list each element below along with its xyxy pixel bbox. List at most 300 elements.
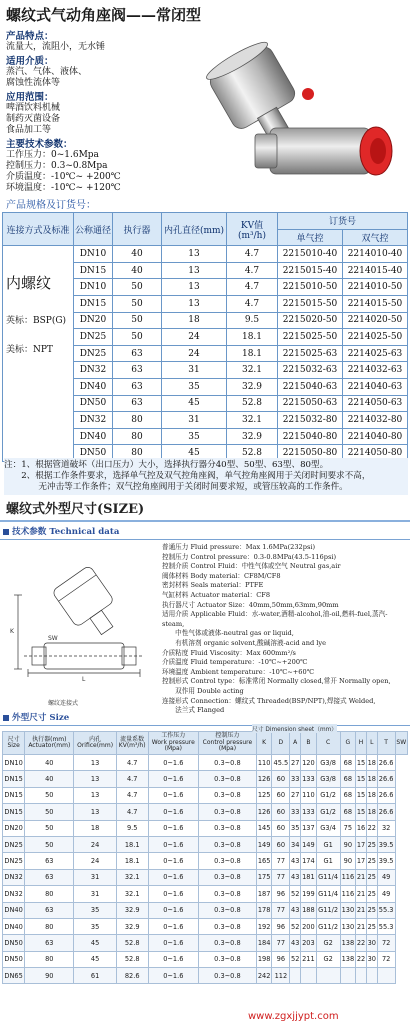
table-cell: 2215015-50 [278,295,343,312]
table-cell: 45 [162,445,227,462]
table-cell: 2215040-63 [278,378,343,395]
table-cell: 17 [356,853,367,869]
table-cell: 32.9 [116,918,148,934]
table-cell: 4.7 [227,262,278,279]
table-cell: 9.5 [227,312,278,329]
spec-line: 普通压力 Fluid pressure：Max 1.6MPa(232psi) [162,543,316,551]
features-line: 流量大，流阻小，无水锤 [6,42,106,52]
table-cell: 35 [74,902,116,918]
table-row [3,951,408,967]
tech-param-line: 环境温度：-10℃~ +120℃ [6,183,121,193]
col-order-no: 订货号 [278,213,408,230]
table-cell: 50 [25,804,74,820]
table-cell: 21 [356,886,367,902]
table-cell: 21 [356,869,367,885]
table-cell: 31 [162,412,227,429]
table-cell: G1 [316,836,340,852]
table-cell: 40 [113,262,162,279]
column-header: K [256,732,272,755]
table-cell: 63 [25,902,74,918]
table-cell: 17 [356,836,367,852]
table-cell: 0.3~0.8 [199,869,257,885]
table-cell: 63 [113,362,162,379]
table-cell: 4.7 [116,755,148,771]
table-cell: 63 [113,395,162,412]
table-cell: 35 [162,428,227,445]
table-cell: 2215025-63 [278,345,343,362]
table-cell: 188 [301,902,317,918]
table-cell: 22 [366,820,377,836]
size-label: 外型尺寸 Size [12,713,70,723]
col-dn: 公称通径 [74,213,113,246]
table-cell: G3/8 [316,755,340,771]
note-line: 注：1、根据管道破坏（出口压力）大小，选择执行器分40型、50型、63型、80型。 [4,460,329,470]
table-cell: 33 [290,804,301,820]
table-cell: 31 [74,869,116,885]
column-header: 工作压力 Work pressure (Mpa) [148,732,198,755]
table-cell: 0~1.6 [148,968,198,984]
table-cell: 2214015-50 [343,295,408,312]
table-cell: 184 [256,935,272,951]
table-cell: 0~1.6 [148,820,198,836]
table-row [3,804,408,820]
table-cell: 18.1 [116,836,148,852]
table-cell: 126 [256,771,272,787]
table-cell: 39.5 [377,836,395,852]
table-row [3,246,408,263]
intro-block [6,28,201,194]
table-cell: 15 [356,771,367,787]
media-line: 腐蚀性流体等 [6,78,61,88]
table-cell: 13 [162,262,227,279]
table-cell: 126 [256,804,272,820]
table-cell: 4.7 [227,295,278,312]
table-cell: 31 [74,886,116,902]
table-cell: 2214025-50 [343,329,408,346]
dim-label-l: L [82,676,86,683]
table-cell: 75 [340,820,356,836]
table-cell: 26.6 [377,787,395,803]
table-cell: 149 [256,836,272,852]
table-cell: 68 [340,804,356,820]
table-cell: 25 [366,836,377,852]
table-cell: 18 [366,755,377,771]
table-cell: 60 [272,771,290,787]
table-cell: 60 [272,820,290,836]
table-cell: 43 [290,869,301,885]
table-cell: 9.5 [116,820,148,836]
table-cell: 24 [162,345,227,362]
diagram-caption: 螺纹连接式 [48,700,79,707]
column-header: G [340,732,356,755]
spec-line: 有机溶剂 organic solvent,酸碱溶液-acid and lye [162,638,327,647]
table-cell: 2214010-40 [343,246,408,263]
table-cell: 0.3~0.8 [199,951,257,967]
table-cell: 18.1 [227,345,278,362]
table-cell: 2214015-40 [343,262,408,279]
dim-label-sw: SW [48,635,58,642]
table-cell: 26.6 [377,755,395,771]
table-cell: 133 [301,771,317,787]
table-cell: 50 [25,787,74,803]
order-spec-table [2,212,408,462]
dimension-table [2,731,408,984]
table-cell: 60 [272,787,290,803]
table-cell: DN40 [3,902,25,918]
spec-line: 气缸材料 Actuator material：CF8 [162,590,271,599]
table-cell: 45 [74,935,116,951]
table-cell: 0~1.6 [148,771,198,787]
col-bore: 内孔直径(mm) [162,213,227,246]
table-cell: 45 [74,951,116,967]
table-cell: 0.3~0.8 [199,755,257,771]
table-cell: 0.3~0.8 [199,836,257,852]
table-cell: 35 [290,820,301,836]
table-cell: DN10 [74,279,113,296]
table-cell: G3/8 [316,771,340,787]
table-cell [366,968,377,984]
table-cell: DN32 [74,362,113,379]
table-cell: 4.7 [116,804,148,820]
table-cell: 2214050-63 [343,395,408,412]
divider [0,520,410,522]
column-header: D [272,732,290,755]
table-cell: 0.3~0.8 [199,935,257,951]
table-cell: 80 [113,412,162,429]
table-cell: 40 [25,755,74,771]
table-cell: 52.8 [116,951,148,967]
column-header: C [316,732,340,755]
table-cell: 31 [162,362,227,379]
spec-list [162,543,408,716]
table-cell: 30 [366,951,377,967]
spec-line: 密封材料 Seals material：PTFE [162,581,264,590]
table-cell: 110 [301,787,317,803]
table-row [3,935,408,951]
table-cell: 0.3~0.8 [199,787,257,803]
column-header: T [377,732,395,755]
connection-main: 内螺纹 [6,274,52,293]
tech-data-label: 技术参数 Technical data [12,527,120,537]
table-cell: 90 [340,853,356,869]
square-bullet-icon [3,715,9,721]
table-cell: 90 [25,968,74,984]
table-cell: 0.3~0.8 [199,804,257,820]
connection-cell [3,246,74,462]
table-cell: 49 [377,886,395,902]
table-cell: 24 [162,329,227,346]
table-cell: 52.8 [116,935,148,951]
table-cell: 21 [356,918,367,934]
outer-size-title: 螺纹式外型尺寸(SIZE) [6,502,145,517]
table-cell: 68 [340,771,356,787]
table-cell: 32.1 [116,886,148,902]
table-cell: 52.8 [227,395,278,412]
table-cell: 80 [25,918,74,934]
table-cell: G11/4 [316,869,340,885]
spec-line: 法兰式 Flanged [162,706,225,715]
table-cell: 2214032-63 [343,362,408,379]
table-cell: 45 [162,395,227,412]
table-cell: 0.3~0.8 [199,902,257,918]
table-cell: 2214040-80 [343,428,408,445]
table-cell: 242 [256,968,272,984]
table-cell: 82.6 [116,968,148,984]
table-row [3,968,408,984]
table-row [3,771,408,787]
table-cell: 2215020-50 [278,312,343,329]
table-cell: 77 [272,853,290,869]
table-cell: 63 [25,869,74,885]
table-cell: 32.9 [227,428,278,445]
table-cell: G1 [316,853,340,869]
table-cell: 0~1.6 [148,886,198,902]
table-cell: G1/2 [316,787,340,803]
table-row [3,820,408,836]
table-cell: 22 [356,951,367,967]
table-cell: 18 [366,804,377,820]
table-cell: 22 [356,935,367,951]
table-cell: 40 [25,771,74,787]
table-cell: 25 [366,918,377,934]
table-cell: G2 [316,951,340,967]
table-cell: 192 [256,918,272,934]
table-row [3,918,408,934]
applications-line: 啤酒饮料机械 [6,103,61,113]
table-cell: DN25 [74,345,113,362]
table-cell: 52.8 [227,445,278,462]
media-label: 适用介质： [6,56,54,67]
table-cell: 175 [256,869,272,885]
table-cell: 0~1.6 [148,951,198,967]
table-cell: 130 [340,918,356,934]
table-cell: 34 [290,836,301,852]
table-row [3,886,408,902]
table-cell: DN15 [3,771,25,787]
table-cell [316,968,340,984]
table-cell: 13 [74,755,116,771]
table-cell: G3/4 [316,820,340,836]
table-cell: 165 [256,853,272,869]
spec-line: 适用介质 Applicable Fluid：水-water,酒精-alcohol,油-oil,燃料-fuel,蒸汽-steam, [162,610,388,628]
table-cell: 50 [113,312,162,329]
table-cell: 0.3~0.8 [199,820,257,836]
connection-npt: 美标：NPT [6,345,53,356]
table-cell: DN20 [3,820,25,836]
table-cell: 116 [340,886,356,902]
table-cell: 96 [272,951,290,967]
table-cell: 50 [25,836,74,852]
media-line: 蒸汽、气体、液体、 [6,67,88,77]
table-cell: 52 [290,886,301,902]
table-cell: 198 [256,951,272,967]
table-cell: 43 [290,935,301,951]
table-cell: DN40 [74,378,113,395]
table-cell: DN15 [3,787,25,803]
col-kv: KV值(m³/h) [227,213,278,246]
table-cell: 13 [74,771,116,787]
col-connection: 连接方式及标准 [3,213,74,246]
table-cell: 77 [272,869,290,885]
square-bullet-icon [3,529,9,535]
table-cell: 32.9 [116,902,148,918]
spec-line: 控制形式 Control type：标准常闭 Normally closed,常开 Normally open, [162,677,391,686]
table-cell: 25 [366,853,377,869]
size-bar [0,712,410,726]
table-cell [290,968,301,984]
table-cell: 25 [366,886,377,902]
table-cell: 137 [301,820,317,836]
table-cell [377,968,395,984]
table-cell: 0~1.6 [148,935,198,951]
table-cell: 174 [301,853,317,869]
table-cell: 80 [113,445,162,462]
table-cell: 50 [113,295,162,312]
table-cell: 18.1 [116,853,148,869]
table-cell: 0~1.6 [148,853,198,869]
table-cell: 15 [356,755,367,771]
table-cell: 13 [162,295,227,312]
table-cell: 68 [340,755,356,771]
table-cell: 199 [301,886,317,902]
table-cell: 2215032-80 [278,412,343,429]
spec-line: 控制介质 Control Fluid：中性气体或空气 Neutral gas,air [162,562,341,571]
spec-line: 控制压力 Control pressure：0.3-0.8MPa(43.5-116psi) [162,552,337,561]
table-cell: 178 [256,902,272,918]
table-cell: 26.6 [377,771,395,787]
table-cell: DN15 [74,262,113,279]
table-cell: 211 [301,951,317,967]
table-cell: 13 [162,246,227,263]
column-header: H [356,732,367,755]
table-header-row [3,732,408,755]
dimension-diagram [8,565,158,695]
table-cell: 60 [272,804,290,820]
table-cell: 0.3~0.8 [199,771,257,787]
table-cell: 125 [256,787,272,803]
table-cell: 120 [301,755,317,771]
table-cell: 138 [340,935,356,951]
spec-line: 介质粘度 Fluid Viscosity：Max 600mm²/s [162,648,296,657]
table-cell: 116 [340,869,356,885]
table-cell: 0.3~0.8 [199,853,257,869]
table-cell: 43 [290,853,301,869]
table-cell: 77 [272,902,290,918]
table-cell: 40 [113,246,162,263]
table-cell: 72 [377,935,395,951]
table-cell: 2215010-50 [278,279,343,296]
table-row [3,755,408,771]
column-header: 执行器(mm) Actuator(mm) [25,732,74,755]
table-cell: 2215032-63 [278,362,343,379]
table-cell: 96 [272,886,290,902]
table-cell: 32.1 [227,412,278,429]
table-cell: 2215010-40 [278,246,343,263]
table-cell: 18 [366,787,377,803]
table-cell: 32 [377,820,395,836]
table-cell: 2214050-80 [343,445,408,462]
table-cell: 2215040-80 [278,428,343,445]
table-cell: 2214025-63 [343,345,408,362]
table-row [3,787,408,803]
table-cell: 4.7 [227,246,278,263]
table-cell [340,968,356,984]
table-cell: 15 [356,804,367,820]
table-row [3,902,408,918]
table-cell: 27 [290,787,301,803]
spec-line: 执行器尺寸 Actuator Size：40mm,50mm,63mm,90mm [162,600,339,609]
table-cell: 50 [113,329,162,346]
applications-label: 应用范围： [6,92,54,103]
table-cell: 0.3~0.8 [199,886,257,902]
table-cell: 96 [272,918,290,934]
table-cell: 112 [272,968,290,984]
tech-param-line: 控制压力：0.3~0.8Mpa [6,161,108,171]
table-cell: DN20 [74,312,113,329]
table-cell: 0~1.6 [148,902,198,918]
tech-param-line: 介质温度：-10℃~ +200℃ [6,172,121,182]
table-cell: 50 [25,820,74,836]
table-cell: 63 [113,345,162,362]
table-cell: DN25 [3,853,25,869]
features-label: 产品特点： [6,31,54,42]
table-cell: 25 [366,869,377,885]
table-cell: 50 [113,279,162,296]
column-header: 控制压力 Control pressure (Mpa) [199,732,257,755]
table-cell: 18 [366,771,377,787]
table-cell: 80 [113,428,162,445]
table-cell: DN32 [74,412,113,429]
table-cell: 0.3~0.8 [199,918,257,934]
table-cell: 90 [340,836,356,852]
table-cell: 145 [256,820,272,836]
table-cell: 45.5 [272,755,290,771]
table-cell: DN25 [3,836,25,852]
column-header: B [301,732,317,755]
table-row [3,836,408,852]
table-cell: 52 [290,918,301,934]
table-cell: 30 [366,935,377,951]
table-cell: 133 [301,804,317,820]
table-cell: 4.7 [116,787,148,803]
table-cell: 2214032-80 [343,412,408,429]
table-cell: 49 [377,869,395,885]
table-cell: 13 [74,804,116,820]
col-double: 双气控 [343,229,408,246]
table-cell: DN50 [3,935,25,951]
spec-line: 环境温度 Ambient temperature：-10℃~+60℃ [162,667,315,676]
table-cell: 2215025-50 [278,329,343,346]
tech-param-line: 工作压力：0~1.6Mpa [6,150,99,160]
column-header: SW [395,732,407,755]
spec-line: 双作用 Double acting [162,686,244,695]
table-cell: 68 [340,787,356,803]
table-cell: 0~1.6 [148,755,198,771]
table-cell: DN15 [74,295,113,312]
table-cell: 15 [356,787,367,803]
note-line: 2、根据工作条件要求，选择单气控及双气控角座阀，单气控角座阀用于关闭时间要求不高， [4,471,371,481]
table-cell: 63 [25,935,74,951]
table-cell: 55.3 [377,918,395,934]
table-cell: 187 [256,886,272,902]
table-cell: 77 [272,935,290,951]
table-cell: 4.7 [116,771,148,787]
table-cell: 2214040-63 [343,378,408,395]
table-cell: 2215050-80 [278,445,343,462]
table-cell: 181 [301,869,317,885]
table-cell: 138 [340,951,356,967]
table-cell: 55.3 [377,902,395,918]
